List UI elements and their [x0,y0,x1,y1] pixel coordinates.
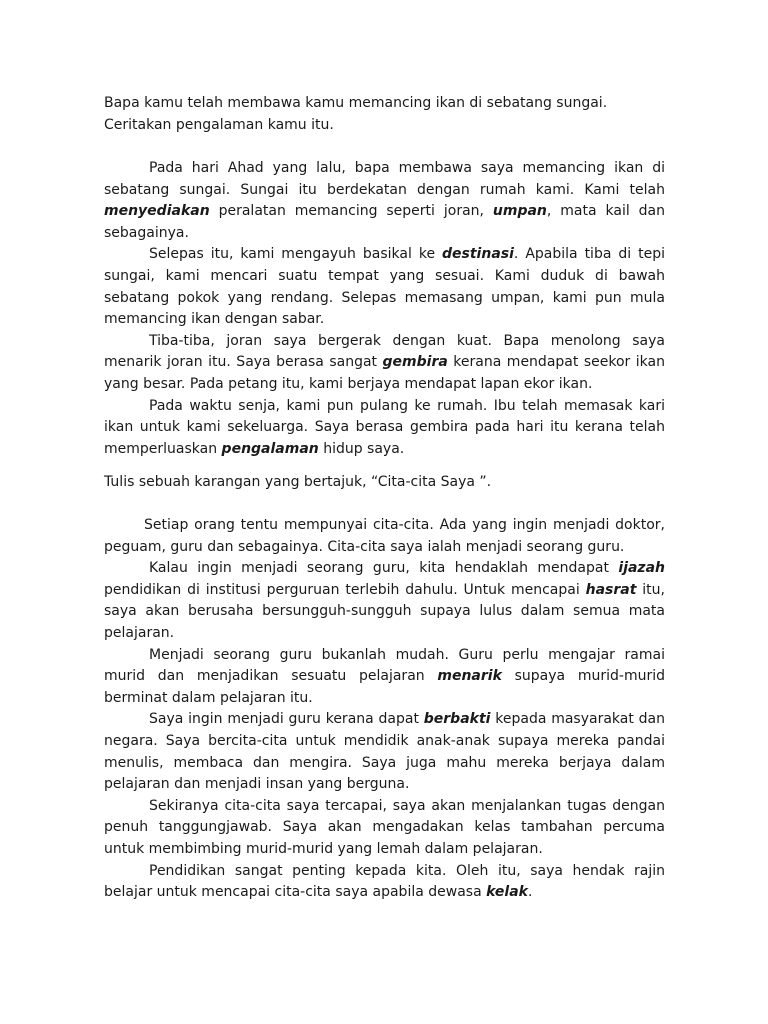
text-run: Tiba-tiba, joran saya bergerak dengan kuat. Bapa menolong saya menarik joran itu. Saya berasa sangat [104,332,665,371]
keyword: gembira [382,354,448,371]
essay1-paragraph-2 [104,244,665,330]
text-run: . [527,884,533,901]
text-run: kepada masyarakat dan negara. Saya bercita-cita untuk mendidik anak-anak supaya mereka pandai menulis, membaca dan mengira. Saya juga mahu mereka berjaya dalam pelajaran dan menjadi insan yang berguna. [104,711,665,793]
essay2-paragraph-6 [104,861,665,904]
text-run: hidup saya. [318,440,405,457]
text-run: pendidikan di institusi perguruan terlebih dahulu. Untuk mencapai [104,581,586,598]
text-run: Pendidikan sangat penting kepada kita. Oleh itu, saya hendak rajin belajar untuk mencapai cita-cita saya apabila dewasa [104,862,665,901]
keyword: destinasi [442,246,514,263]
essay2-paragraph-2 [104,558,665,644]
keyword: ijazah [618,560,665,577]
keyword: kelak [486,884,528,901]
text-run: peralatan memancing seperti joran, [209,203,493,220]
essay1-prompt-line1: Bapa kamu telah membawa kamu memancing ikan di sebatang sungai. [104,95,608,111]
text-run: Menjadi seorang guru bukanlah mudah. Guru perlu mengajar ramai murid dan menjadikan sesuatu pelajaran [104,646,665,685]
essay1-paragraph-4 [104,396,665,461]
text-run: Pada waktu senja, kami pun pulang ke rumah. Ibu telah memasak kari ikan untuk kami sekeluarga. Saya berasa gembira pada hari itu kerana telah memperluaskan [104,397,665,457]
text-run: . Apabila tiba di tepi sungai, kami mencari suatu tempat yang sesuai. Kami duduk di bawah sebatang pokok yang rendang. Selepas memasang umpan, kami pun mula memancing ikan dengan sabar. [104,246,665,328]
keyword: menyediakan [104,203,210,220]
essay2-prompt [104,472,665,494]
text-run: Selepas itu, kami mengayuh basikal ke [149,246,443,263]
text-run: , mata kail dan sebagainya. [104,203,665,241]
essay1-paragraph-1 [104,158,665,244]
keyword: menarik [437,668,502,685]
essay2-prompt-line: Tulis sebuah karangan yang bertajuk, “Cita-cita Saya ”. [104,474,492,490]
essay2-paragraph-4 [104,709,665,795]
keyword: hasrat [585,581,637,598]
text-run: itu, saya akan berusaha bersungguh-sungguh supaya lulus dalam semua mata pelajaran. [104,581,665,641]
text-run: kerana mendapat seekor ikan yang besar. Pada petang itu, kami berjaya mendapat lapan ekor ikan. [104,354,665,392]
essay1-body [104,158,665,460]
text-run: Saya ingin menjadi guru kerana dapat [149,711,424,728]
text-run: Pada hari Ahad yang lalu, bapa membawa saya memancing ikan di sebatang sungai. Sungai itu berdekatan dengan rumah kami. Kami telah [104,160,665,198]
essay2-body [104,515,665,904]
keyword: umpan [492,203,547,220]
essay1-prompt [104,93,665,136]
text-run: Kalau ingin menjadi seorang guru, kita hendaklah mendapat [149,560,619,577]
keyword: pengalaman [221,440,319,457]
essay2-paragraph-5: Sekiranya cita-cita saya tercapai, saya akan menjalankan tugas dengan penuh tanggungjawab. Saya akan mengadakan kelas tambahan percuma untuk membimbing murid-murid yang lemah dalam pelajaran. [104,797,665,857]
keyword: berbakti [423,711,491,728]
essay2-paragraph-3 [104,645,665,710]
essay2-paragraph-1: Setiap orang tentu mempunyai cita-cita. Ada yang ingin menjadi doktor, peguam, guru dan sebagainya. Cita-cita saya ialah menjadi seorang guru. [104,517,665,555]
essay1-paragraph-3 [104,331,665,396]
essay1-prompt-line2: Ceritakan pengalaman kamu itu. [104,116,334,133]
text-run: supaya murid-murid berminat dalam pelajaran itu. [104,668,665,706]
